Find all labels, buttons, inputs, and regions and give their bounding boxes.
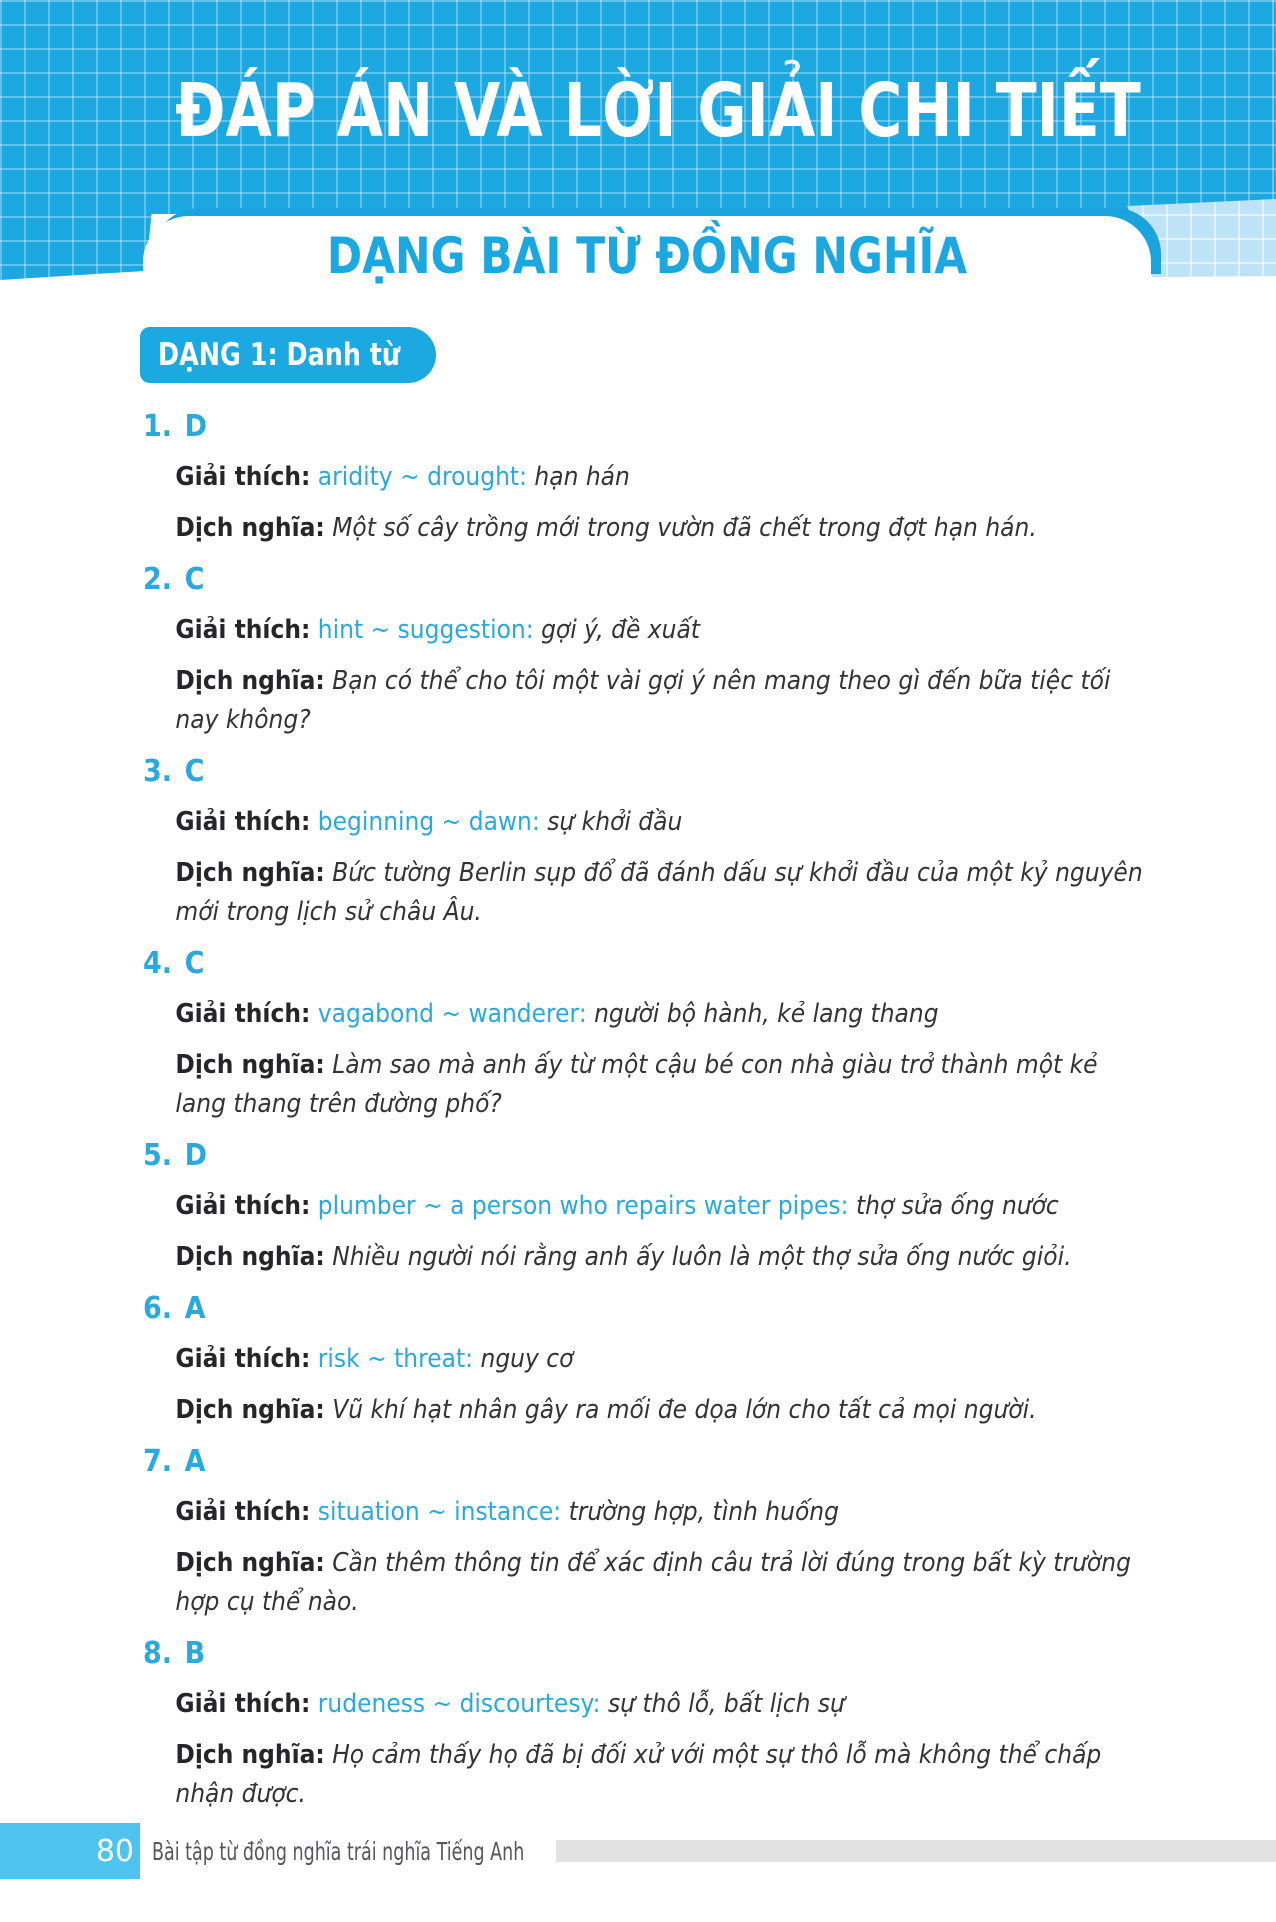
answer-letter: C [184, 562, 205, 597]
synonym-pair: aridity ~ drought: [317, 462, 527, 492]
explanation-line [175, 458, 1151, 497]
question-answer-line [143, 752, 1151, 791]
explanation-label: Giải thích: [175, 1344, 311, 1374]
question-number: 4. [143, 946, 173, 981]
translation-line [175, 1736, 1151, 1814]
meaning-text: sự khởi đầu [547, 807, 683, 837]
answers-list [143, 407, 1151, 1826]
explanation-label: Giải thích: [175, 1689, 311, 1719]
explanation-line [175, 995, 1151, 1034]
translation-text: Làm sao mà anh ấy từ một cậu bé con nhà giàu trở thành một kẻ lang thang trên đường phố? [175, 1050, 1098, 1119]
meaning-text: gợi ý, đề xuất [541, 615, 700, 645]
page-title: ĐÁP ÁN VÀ LỜI GIẢI CHI TIẾT [175, 68, 1141, 154]
page-footer [0, 1823, 1276, 1879]
answer-item [143, 944, 1151, 1124]
book-title-text: Bài tập từ đồng nghĩa trái nghĩa Tiếng Anh [152, 1836, 525, 1866]
question-number: 2. [143, 562, 173, 597]
translation-line [175, 1391, 1151, 1430]
header-left-wedge-decoration [0, 210, 152, 280]
type-badge [140, 327, 436, 383]
question-number: 3. [143, 754, 173, 789]
translation-label: Dịch nghĩa: [175, 1740, 325, 1770]
synonym-pair: beginning ~ dawn: [317, 807, 540, 837]
meaning-text: người bộ hành, kẻ lang thang [594, 999, 939, 1029]
answer-item [143, 560, 1151, 740]
answer-letter: C [184, 754, 205, 789]
translation-line [175, 1238, 1151, 1277]
translation-line [175, 662, 1151, 740]
answer-item [143, 1634, 1151, 1814]
synonym-pair: hint ~ suggestion: [317, 615, 534, 645]
explanation-line [175, 1685, 1151, 1724]
explanation-line [175, 1187, 1151, 1226]
translation-text: Bức tường Berlin sụp đổ đã đánh dấu sự khởi đầu của một kỷ nguyên mới trong lịch sử châu Âu. [175, 858, 1143, 927]
answer-item [143, 1136, 1151, 1277]
synonym-pair: risk ~ threat: [317, 1344, 474, 1374]
answer-letter: D [184, 1138, 208, 1173]
answer-item [143, 407, 1151, 548]
translation-text: Họ cảm thấy họ đã bị đối xử với một sự thô lỗ mà không thể chấp nhận được. [175, 1740, 1102, 1809]
question-answer-line [143, 1289, 1151, 1328]
type-badge-label: DẠNG 1: Danh từ [158, 337, 401, 373]
translation-line [175, 1544, 1151, 1622]
translation-label: Dịch nghĩa: [175, 513, 325, 543]
translation-text: Vũ khí hạt nhân gây ra mối đe dọa lớn cho tất cả mọi người. [332, 1395, 1037, 1425]
translation-label: Dịch nghĩa: [175, 1050, 325, 1080]
explanation-label: Giải thích: [175, 1497, 311, 1527]
question-answer-line [143, 944, 1151, 983]
answer-item [143, 1289, 1151, 1430]
synonym-pair: plumber ~ a person who repairs water pipes: [317, 1191, 849, 1221]
page-number-block [0, 1823, 140, 1879]
section-title: DẠNG BÀI TỪ ĐỒNG NGHĨA [326, 227, 968, 285]
meaning-text: trường hợp, tình huống [568, 1497, 839, 1527]
translation-text: Một số cây trồng mới trong vườn đã chết trong đợt hạn hán. [332, 513, 1037, 543]
answer-letter: B [184, 1636, 206, 1671]
book-title [152, 1837, 548, 1866]
translation-text: Bạn có thể cho tôi một vài gợi ý nên mang theo gì đến bữa tiệc tối nay không? [175, 666, 1111, 735]
translation-label: Dịch nghĩa: [175, 1242, 325, 1272]
synonym-pair: rudeness ~ discourtesy: [317, 1689, 601, 1719]
translation-label: Dịch nghĩa: [175, 1548, 325, 1578]
question-number: 6. [143, 1291, 173, 1326]
answer-item [143, 752, 1151, 932]
synonym-pair: situation ~ instance: [317, 1497, 562, 1527]
explanation-label: Giải thích: [175, 462, 311, 492]
translation-line [175, 1046, 1151, 1124]
translation-text: Nhiều người nói rằng anh ấy luôn là một thợ sửa ống nước giỏi. [332, 1242, 1072, 1272]
meaning-text: sự thô lỗ, bất lịch sự [607, 1689, 845, 1719]
answer-letter: C [184, 946, 205, 981]
answer-letter: A [184, 1444, 206, 1479]
answer-item [143, 1442, 1151, 1622]
explanation-label: Giải thích: [175, 1191, 311, 1221]
explanation-line [175, 803, 1151, 842]
page-header [0, 0, 1276, 214]
translation-text: Cần thêm thông tin để xác định câu trả lời đúng trong bất kỳ trường hợp cụ thể nào. [175, 1548, 1131, 1617]
question-answer-line [143, 1442, 1151, 1481]
explanation-label: Giải thích: [175, 807, 311, 837]
translation-line [175, 509, 1151, 548]
explanation-line [175, 1340, 1151, 1379]
translation-label: Dịch nghĩa: [175, 858, 325, 888]
answer-letter: A [184, 1291, 206, 1326]
meaning-text: thợ sửa ống nước [855, 1191, 1059, 1221]
explanation-line [175, 1493, 1151, 1532]
footer-divider-bar [556, 1840, 1276, 1862]
meaning-text: nguy cơ [480, 1344, 574, 1374]
question-answer-line [143, 560, 1151, 599]
translation-line [175, 854, 1151, 932]
page-number: 80 [95, 1833, 134, 1869]
meaning-text: hạn hán [534, 462, 630, 492]
question-answer-line [143, 1634, 1151, 1673]
question-answer-line [143, 407, 1151, 446]
explanation-line [175, 611, 1151, 650]
question-number: 8. [143, 1636, 173, 1671]
question-answer-line [143, 1136, 1151, 1175]
translation-label: Dịch nghĩa: [175, 1395, 325, 1425]
section-title-box [143, 216, 1151, 285]
synonym-pair: vagabond ~ wanderer: [317, 999, 587, 1029]
explanation-label: Giải thích: [175, 999, 311, 1029]
question-number: 1. [143, 409, 173, 444]
translation-label: Dịch nghĩa: [175, 666, 325, 696]
explanation-label: Giải thích: [175, 615, 311, 645]
question-number: 5. [143, 1138, 173, 1173]
answer-letter: D [184, 409, 208, 444]
question-number: 7. [143, 1444, 173, 1479]
